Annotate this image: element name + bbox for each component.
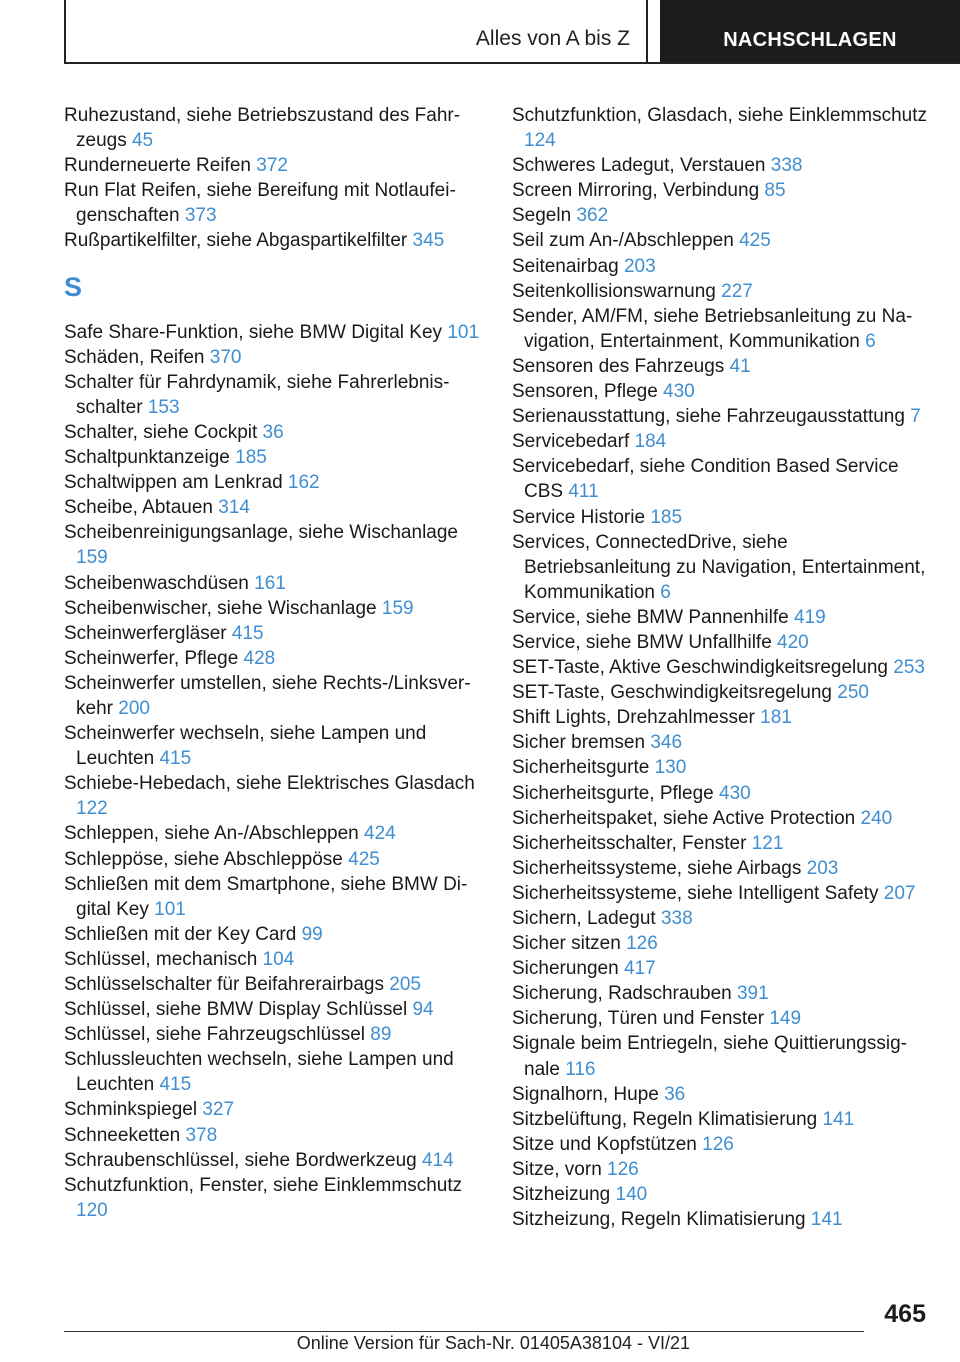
page-reference-link[interactable]: 345	[412, 230, 445, 252]
index-entry	[64, 922, 484, 947]
index-entry	[512, 404, 932, 429]
index-term: Sicher bremsen	[512, 732, 646, 754]
index-term: Schlüssel, mechanisch	[64, 948, 258, 970]
header-section-title: Alles von A bis Z	[475, 27, 630, 50]
index-entry	[512, 304, 932, 354]
index-term: Screen Mirroring, Verbindung	[512, 180, 760, 202]
index-entry	[64, 445, 484, 470]
page-reference-link[interactable]: 126	[626, 933, 658, 955]
index-term: Seitenkollisionswarnung	[512, 280, 716, 302]
index-term: SET-Taste, Aktive Geschwindigkeitsregelung	[512, 657, 888, 679]
index-entry	[512, 881, 932, 906]
index-entry	[512, 680, 932, 705]
page-reference-link[interactable]: 149	[769, 1008, 802, 1030]
index-entry	[64, 1047, 484, 1097]
index-entry	[512, 981, 932, 1006]
index-term: Schlussleuchten wechseln, siehe Lampen und Leuchten	[64, 1049, 454, 1096]
index-entry	[64, 228, 484, 253]
index-entry	[64, 1097, 484, 1122]
page-reference-link[interactable]: 7	[910, 406, 921, 428]
index-entry	[64, 420, 484, 445]
page-reference-link[interactable]: 124	[524, 130, 556, 152]
index-entry	[512, 153, 932, 178]
page-reference-link[interactable]: 415	[159, 1074, 192, 1096]
index-term: Runderneuerte Reifen	[64, 155, 251, 177]
page-reference-link[interactable]: 159	[76, 547, 108, 569]
index-entry	[64, 1123, 484, 1148]
header-chapter-title: NACHSCHLAGEN	[723, 28, 897, 51]
page-reference-link[interactable]: 45	[131, 130, 154, 152]
index-entry	[512, 781, 932, 806]
index-entry	[64, 1022, 484, 1047]
page-reference-link[interactable]: 101	[447, 321, 480, 343]
index-entry	[512, 906, 932, 931]
page-reference-link[interactable]: 378	[185, 1124, 218, 1146]
page-reference-link[interactable]: 89	[370, 1024, 392, 1046]
index-entry	[64, 153, 484, 178]
page-reference-link[interactable]: 159	[381, 597, 414, 619]
index-term: Schließen mit der Key Card	[64, 923, 297, 945]
index-term: SET-Taste, Geschwindigkeitsregelung	[512, 682, 832, 704]
index-term: Scheinwerfer wechseln, siehe Lampen und Leuchten	[64, 723, 427, 770]
index-entry	[512, 1182, 932, 1207]
page-reference-link[interactable]: 420	[777, 631, 809, 653]
page-reference-link[interactable]: 370	[209, 346, 242, 368]
index-entry	[64, 1173, 484, 1223]
index-term: Schiebe-Hebedach, siehe Elektrisches Glasdach	[64, 773, 475, 795]
index-entry	[64, 345, 484, 370]
header-section-tab	[64, 0, 648, 62]
index-term: Scheinwerfergläser	[64, 622, 227, 644]
index-term: Sensoren, Pflege	[512, 381, 658, 403]
index-entry	[512, 530, 932, 605]
page-reference-link[interactable]: 415	[231, 622, 264, 644]
index-entry	[64, 320, 484, 345]
page-reference-link[interactable]: 327	[202, 1099, 235, 1121]
page-reference-link[interactable]: 185	[650, 506, 683, 528]
footer-rule	[64, 1331, 864, 1332]
page-reference-link[interactable]: 130	[654, 757, 687, 779]
index-entry	[512, 1207, 932, 1232]
index-term: Schaltpunktanzeige	[64, 447, 230, 469]
index-entry	[64, 872, 484, 922]
page-reference-link[interactable]: 205	[389, 974, 421, 995]
index-entry	[64, 520, 484, 570]
index-term: Scheibenreinigungsanlage, siehe Wischanlage	[64, 522, 458, 544]
page-reference-link[interactable]: 253	[893, 657, 925, 679]
page-reference-link[interactable]: 101	[154, 898, 186, 920]
index-entry	[64, 771, 484, 821]
index-entry	[512, 429, 932, 454]
index-column-right	[512, 103, 932, 1232]
index-entry	[64, 847, 484, 872]
index-term: Sicherheitssysteme, siehe Intelligent Safety	[512, 882, 879, 904]
page-reference-link[interactable]: 185	[235, 447, 267, 469]
page-reference-link[interactable]: 121	[751, 832, 784, 854]
index-term: Sitzheizung	[512, 1184, 611, 1206]
page-reference-link[interactable]: 181	[760, 707, 792, 729]
index-entry	[512, 379, 932, 404]
page-reference-link[interactable]: 430	[719, 782, 751, 804]
index-entry	[512, 856, 932, 881]
index-entry	[512, 1006, 932, 1031]
index-entry	[512, 755, 932, 780]
index-term: Schalter, siehe Cockpit	[64, 421, 258, 443]
page-reference-link[interactable]: 140	[615, 1184, 648, 1206]
index-term: Schneeketten	[64, 1124, 181, 1146]
footer-edition: Online Version für Sach-Nr. 01405A38104 - VI/21	[296, 1333, 690, 1353]
index-entry	[64, 370, 484, 420]
index-term: Schaltwippen am Lenkrad	[64, 472, 283, 494]
page-reference-link[interactable]: 162	[287, 472, 320, 494]
index-entry	[512, 454, 932, 504]
page-reference-link[interactable]: 41	[729, 355, 751, 377]
index-term: Sicherheitsgurte, Pflege	[512, 782, 714, 804]
index-entry	[512, 103, 932, 153]
page-reference-link[interactable]: 94	[412, 999, 434, 1021]
index-entry	[512, 1157, 932, 1182]
index-term: Schließen mit dem Smartphone, siehe BMW Digital Key	[64, 873, 468, 920]
index-term: Sender, AM/FM, siehe Betriebsanleitung zu Navigation, Entertainment, Kommunikation	[512, 305, 913, 352]
page-reference-link[interactable]: 314	[218, 497, 250, 519]
page-reference-link[interactable]: 126	[702, 1133, 734, 1155]
index-entry	[512, 1082, 932, 1107]
index-entry	[512, 1132, 932, 1157]
index-entry	[512, 630, 932, 655]
index-term: Ruhezustand, siehe Betriebszustand des Fahrzeugs	[64, 105, 461, 152]
index-entry	[512, 931, 932, 956]
index-term: Schleppöse, siehe Abschleppöse	[64, 848, 343, 870]
index-entry	[512, 956, 932, 981]
index-term: Serienausstattung, siehe Fahrzeugausstattung	[512, 406, 905, 428]
page-reference-link[interactable]: 153	[147, 396, 180, 418]
index-entry	[64, 470, 484, 495]
index-term: Schweres Ladegut, Verstauen	[512, 155, 766, 177]
page-number: 465	[884, 1300, 926, 1328]
index-term: Scheibenwaschdüsen	[64, 572, 249, 594]
index-entry	[512, 505, 932, 530]
index-entry	[64, 178, 484, 228]
index-entry	[64, 671, 484, 721]
page-reference-link[interactable]: 141	[810, 1209, 843, 1231]
index-term: Run Flat Reifen, siehe Bereifung mit Notlaufeigenschaften	[64, 180, 456, 227]
page-reference-link[interactable]: 391	[736, 983, 769, 1005]
index-term: Schminkspiegel	[64, 1099, 198, 1121]
page-reference-link[interactable]: 6	[660, 581, 671, 603]
index-term: Sicherheitspaket, siehe Active Protection	[512, 807, 856, 829]
index-entry	[512, 730, 932, 755]
header-rule	[64, 62, 960, 64]
index-term: Sensoren des Fahrzeugs	[512, 355, 725, 377]
page-reference-link[interactable]: 116	[565, 1058, 596, 1080]
index-term: Services, ConnectedDrive, siehe Betriebsanleitung zu Navigation, Entertainment, Kommunikation	[512, 531, 926, 603]
index-term: Sitzheizung, Regeln Klimatisierung	[512, 1209, 806, 1231]
index-letter-heading: S	[64, 271, 83, 302]
index-term: Schutzfunktion, Fenster, siehe Einklemmschutz	[64, 1174, 463, 1196]
index-term: Sicherheitsgurte	[512, 757, 650, 779]
page-reference-link[interactable]: 415	[159, 748, 192, 770]
index-term: Scheinwerfer umstellen, siehe Rechts-/Linksverkehr	[64, 672, 471, 719]
page-reference-link[interactable]: 372	[256, 155, 288, 177]
page-reference-link[interactable]: 414	[422, 1149, 454, 1171]
page-reference-link[interactable]: 430	[663, 381, 695, 403]
index-term: Schäden, Reifen	[64, 346, 205, 368]
page-reference-link[interactable]: 338	[660, 908, 693, 929]
index-term: Shift Lights, Drehzahlmesser	[512, 707, 755, 729]
page-reference-link[interactable]: 425	[348, 848, 380, 870]
header-chapter-tab	[660, 0, 960, 64]
index-term: Schlüssel, siehe Fahrzeugschlüssel	[64, 1024, 365, 1046]
page-reference-link[interactable]: 338	[770, 155, 803, 177]
page-reference-link[interactable]: 200	[118, 697, 150, 719]
page-reference-link[interactable]: 141	[822, 1108, 855, 1130]
index-entry	[512, 354, 932, 379]
index-term: Service Historie	[512, 506, 646, 528]
index-term: Scheibenwischer, siehe Wischanlage	[64, 597, 377, 619]
index-entry	[64, 721, 484, 771]
page-reference-link[interactable]: 373	[184, 205, 217, 227]
page-reference-link[interactable]: 227	[721, 280, 753, 302]
index-term: Rußpartikelfilter, siehe Abgaspartikelfilter	[64, 230, 408, 252]
page-reference-link[interactable]: 161	[254, 572, 286, 594]
index-term: Sitzbelüftung, Regeln Klimatisierung	[512, 1108, 818, 1130]
index-term: Sichern, Ladegut	[512, 908, 656, 929]
index-term: Service, siehe BMW Pannenhilfe	[512, 606, 789, 628]
index-entry	[64, 571, 484, 596]
index-column-left	[64, 103, 484, 1223]
index-entry	[512, 178, 932, 203]
page-reference-link[interactable]: 428	[243, 647, 276, 669]
index-term: Schleppen, siehe An-/Abschleppen	[64, 823, 359, 845]
index-term: Schlüssel, siehe BMW Display Schlüssel	[64, 999, 408, 1021]
index-term: Sitze, vorn	[512, 1158, 602, 1180]
page-reference-link[interactable]: 6	[865, 330, 876, 352]
page-reference-link[interactable]: 104	[262, 948, 295, 970]
page-reference-link[interactable]: 250	[837, 682, 869, 704]
index-entry	[512, 1031, 932, 1081]
index-entry	[512, 254, 932, 279]
index-term: Schraubenschlüssel, siehe Bordwerkzeug	[64, 1149, 417, 1171]
index-entry	[64, 821, 484, 846]
index-term: Sicherheitssysteme, siehe Airbags	[512, 857, 802, 879]
index-entry	[64, 972, 484, 997]
index-term: Sicherungen	[512, 958, 619, 980]
page-reference-link[interactable]: 419	[793, 606, 826, 628]
page-reference-link[interactable]: 122	[76, 798, 108, 820]
page-reference-link[interactable]: 240	[860, 807, 893, 829]
index-entry	[512, 203, 932, 228]
index-entry	[64, 646, 484, 671]
index-term: Sitze und Kopfstützen	[512, 1133, 697, 1155]
index-term: Sicherheitsschalter, Fenster	[512, 832, 747, 854]
index-term: Scheibe, Abtauen	[64, 497, 213, 519]
page-reference-link[interactable]: 203	[806, 857, 839, 879]
index-entry	[512, 806, 932, 831]
index-term: Schalter für Fahrdynamik, siehe Fahrerlebnisschalter	[64, 371, 450, 418]
page-reference-link[interactable]: 36	[664, 1083, 686, 1105]
index-term: Seil zum An-/Abschleppen	[512, 230, 734, 252]
index-term: Segeln	[512, 205, 572, 227]
index-term: Servicebedarf	[512, 431, 630, 453]
index-entry	[512, 605, 932, 630]
index-entry	[512, 1107, 932, 1132]
page-reference-link[interactable]: 425	[739, 230, 771, 252]
index-term: Service, siehe BMW Unfallhilfe	[512, 631, 772, 653]
index-term: Signale beim Entriegeln, siehe Quittierungssignale	[512, 1033, 907, 1080]
index-term: Safe Share-Funktion, siehe BMW Digital Key	[64, 321, 443, 343]
index-entry	[64, 495, 484, 520]
index-entry	[512, 705, 932, 730]
index-term: Sicherung, Türen und Fenster	[512, 1008, 765, 1030]
index-term: Signalhorn, Hupe	[512, 1083, 659, 1105]
index-entry	[64, 1148, 484, 1173]
index-entry	[64, 621, 484, 646]
page-reference-link[interactable]: 120	[76, 1199, 108, 1221]
index-entry	[64, 103, 484, 153]
index-term: Seitenairbag	[512, 255, 619, 277]
page-reference-link[interactable]: 362	[576, 205, 609, 227]
page-reference-link[interactable]: 411	[568, 481, 599, 503]
index-entry	[64, 997, 484, 1022]
index-term: Schutzfunktion, Glasdach, siehe Einklemmschutz	[512, 105, 928, 126]
index-term: Servicebedarf, siehe Condition Based Service CBS	[512, 456, 899, 503]
page-reference-link[interactable]: 346	[650, 732, 683, 754]
index-term: Schlüsselschalter für Beifahrerairbags	[64, 974, 384, 995]
page-reference-link[interactable]: 126	[607, 1158, 639, 1180]
index-entry	[512, 655, 932, 680]
index-entry	[512, 279, 932, 304]
page-reference-link[interactable]: 203	[623, 255, 656, 277]
index-term: Scheinwerfer, Pflege	[64, 647, 239, 669]
index-entry	[512, 228, 932, 253]
page-reference-link[interactable]: 207	[883, 882, 916, 904]
page-reference-link[interactable]: 184	[634, 431, 667, 453]
index-entry	[64, 596, 484, 621]
page-reference-link[interactable]: 424	[364, 823, 396, 845]
index-entry	[64, 947, 484, 972]
page-reference-link[interactable]: 99	[301, 923, 323, 945]
page-reference-link[interactable]: 417	[623, 958, 656, 980]
index-entry	[512, 831, 932, 856]
page-reference-link[interactable]: 36	[262, 421, 284, 443]
index-term: Sicher sitzen	[512, 933, 621, 955]
index-term: Sicherung, Radschrauben	[512, 983, 732, 1005]
page-reference-link[interactable]: 85	[764, 180, 786, 202]
